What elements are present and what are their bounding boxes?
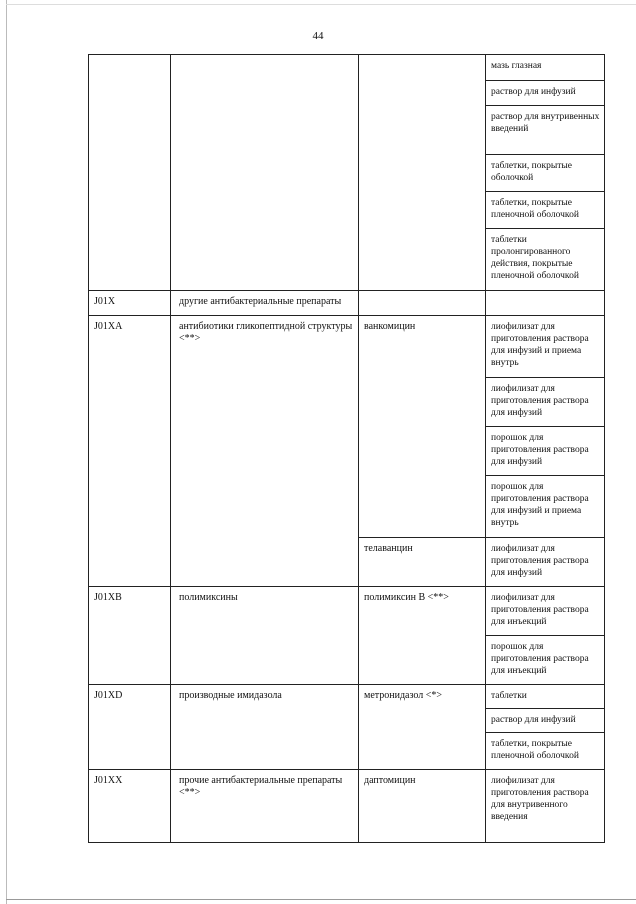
dosage-form-cell: таблетки bbox=[486, 685, 605, 709]
dosage-form-cell: раствор для инфузий bbox=[486, 709, 605, 733]
dosage-form-cell: мазь глазная bbox=[486, 55, 605, 81]
group-cell bbox=[171, 55, 359, 291]
atc-code-cell: J01XD bbox=[89, 685, 171, 770]
drug-name-cell: метронидазол <*> bbox=[359, 685, 486, 770]
page-edge-top bbox=[6, 4, 636, 5]
dosage-form-cell: раствор для инфузий bbox=[486, 81, 605, 106]
atc-code-cell: J01XB bbox=[89, 587, 171, 685]
dosage-form-cell: порошок для приготовления раствора для инфузий bbox=[486, 427, 605, 476]
drug-name-cell: полимиксин B <**> bbox=[359, 587, 486, 685]
table-row bbox=[89, 291, 605, 316]
table-row bbox=[89, 316, 605, 378]
page-number: 44 bbox=[312, 30, 324, 42]
dosage-form-cell: лиофилизат для приготовления раствора для внутривенного введения bbox=[486, 770, 605, 843]
dosage-form-cell: лиофилизат для приготовления раствора для инъекций bbox=[486, 587, 605, 636]
group-cell: другие антибактериальные препараты bbox=[171, 291, 359, 316]
group-cell: полимиксины bbox=[171, 587, 359, 685]
group-cell: производные имидазола bbox=[171, 685, 359, 770]
atc-code-cell: J01XA bbox=[89, 316, 171, 587]
drug-name-cell: даптомицин bbox=[359, 770, 486, 843]
dosage-form-cell: порошок для приготовления раствора для инъекций bbox=[486, 636, 605, 685]
page-bottom-edge bbox=[6, 899, 636, 900]
group-cell: прочие антибактериальные препараты <**> bbox=[171, 770, 359, 843]
atc-code-cell: J01XX bbox=[89, 770, 171, 843]
dosage-form-cell: таблетки, покрытые пленочной оболочкой bbox=[486, 192, 605, 229]
dosage-form-cell: таблетки, покрытые пленочной оболочкой bbox=[486, 733, 605, 770]
drug-name-cell bbox=[359, 291, 486, 316]
drug-name-cell bbox=[359, 55, 486, 291]
atc-code-cell: J01X bbox=[89, 291, 171, 316]
table-row bbox=[89, 685, 605, 709]
dosage-form-cell: лиофилизат для приготовления раствора для инфузий bbox=[486, 378, 605, 427]
drug-name-cell: ванкомицин bbox=[359, 316, 486, 538]
page-edge bbox=[6, 0, 7, 904]
dosage-form-cell: порошок для приготовления раствора для инфузий и приема внутрь bbox=[486, 476, 605, 538]
drug-table bbox=[88, 54, 605, 843]
dosage-form-cell: таблетки, покрытые оболочкой bbox=[486, 155, 605, 192]
dosage-form-cell bbox=[486, 291, 605, 316]
dosage-form-cell: раствор для внутривенных введений bbox=[486, 106, 605, 155]
atc-code-cell bbox=[89, 55, 171, 291]
table-row bbox=[89, 587, 605, 636]
group-cell: антибиотики гликопептидной структуры <**> bbox=[171, 316, 359, 587]
drug-name-cell: телаванцин bbox=[359, 538, 486, 587]
dosage-form-cell: таблетки пролонгированного действия, покрытые пленочной оболочкой bbox=[486, 229, 605, 291]
table-row bbox=[89, 55, 605, 81]
dosage-form-cell: лиофилизат для приготовления раствора для инфузий bbox=[486, 538, 605, 587]
dosage-form-cell: лиофилизат для приготовления раствора для инфузий и приема внутрь bbox=[486, 316, 605, 378]
table-row bbox=[89, 770, 605, 843]
